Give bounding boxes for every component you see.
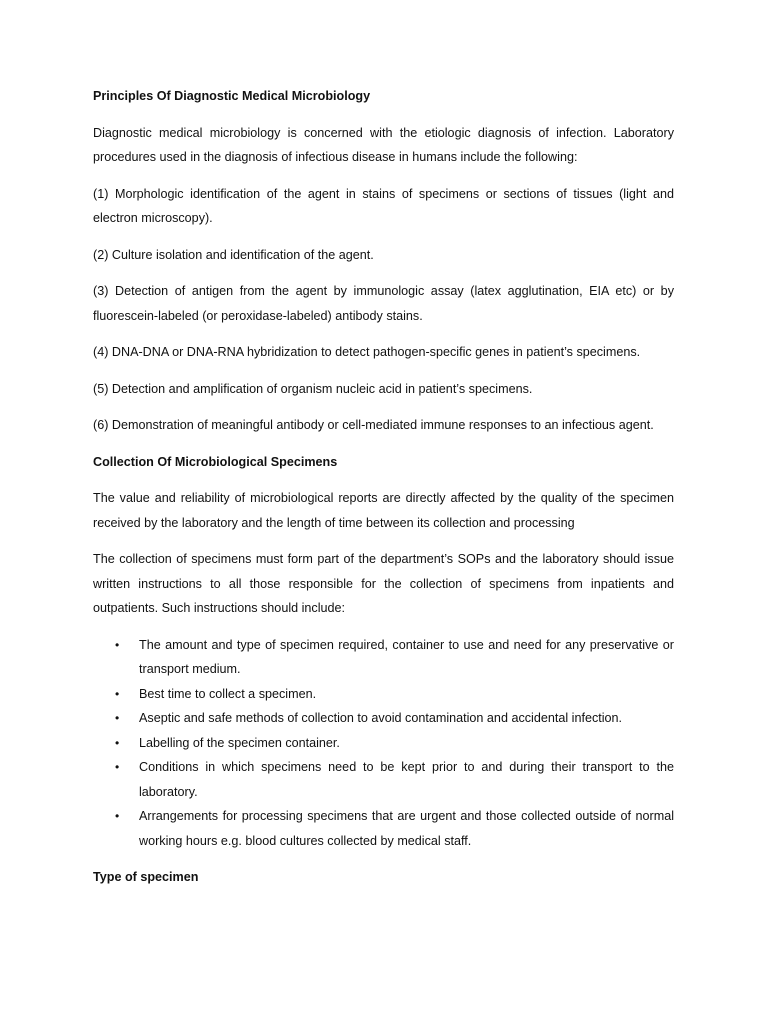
heading-principles: Principles Of Diagnostic Medical Microbiology [93,89,371,103]
collection-paragraph-1: The value and reliability of microbiological reports are directly affected by the quality of the specimen received by the laboratory and the length of time between its collection and processing [93,491,674,530]
procedure-3: (3) Detection of antigen from the agent by immunologic assay (latex agglutination, EIA etc) or by fluorescein-labeled (or peroxidase-labeled) antibody stains. [93,284,674,323]
procedure-1: (1) Morphologic identification of the agent in stains of specimens or sections of tissues (light and electron microscopy). [93,186,674,225]
document-page [93,84,674,902]
procedure-6: (6) Demonstration of meaningful antibody or cell-mediated immune responses to an infectious agent. [93,418,654,432]
list-item-text: Labelling of the specimen container. [139,735,340,750]
list-item [93,731,674,756]
list-item-text: Arrangements for processing specimens that are urgent and those collected outside of normal working hours e.g. blood cultures collected by medical staff. [139,809,674,848]
list-item-text: The amount and type of specimen required, container to use and need for any preservative or transport medium. [139,637,674,676]
procedure-2: (2) Culture isolation and identification of the agent. [93,247,374,262]
bullet-icon: • [115,637,120,652]
bullet-icon: • [115,711,120,725]
list-item [93,633,674,682]
bullet-icon: • [115,686,120,701]
instructions-list [93,633,674,854]
bullet-icon: • [115,735,120,750]
procedure-4: (4) DNA-DNA or DNA-RNA hybridization to detect pathogen-specific genes in patient’s specimens. [93,345,641,359]
heading-type-of-specimen: Type of specimen [93,870,199,884]
list-item [93,755,674,804]
list-item [93,682,674,707]
bullet-icon: • [115,760,120,774]
list-item-text: Conditions in which specimens need to be kept prior to and during their transport to the laboratory. [139,760,674,799]
heading-collection: Collection Of Microbiological Specimens [93,454,338,469]
bullet-icon: • [115,809,120,823]
list-item [93,706,674,731]
list-item-text: Best time to collect a specimen. [139,686,317,701]
collection-paragraph-2: The collection of specimens must form part of the department’s SOPs and the laboratory should issue written instructions to all those responsible for the collection of specimens from inpatients and outpatients. Such instructions should include: [93,552,674,615]
procedure-5: (5) Detection and amplification of organism nucleic acid in patient’s specimens. [93,381,533,396]
list-item-text: Aseptic and safe methods of collection to avoid contamination and accidental infection. [139,711,623,725]
intro-paragraph: Diagnostic medical microbiology is concerned with the etiologic diagnosis of infection. Laboratory procedures used in the diagnosis of infectious disease in humans include the following: [93,125,674,164]
list-item [93,804,674,853]
